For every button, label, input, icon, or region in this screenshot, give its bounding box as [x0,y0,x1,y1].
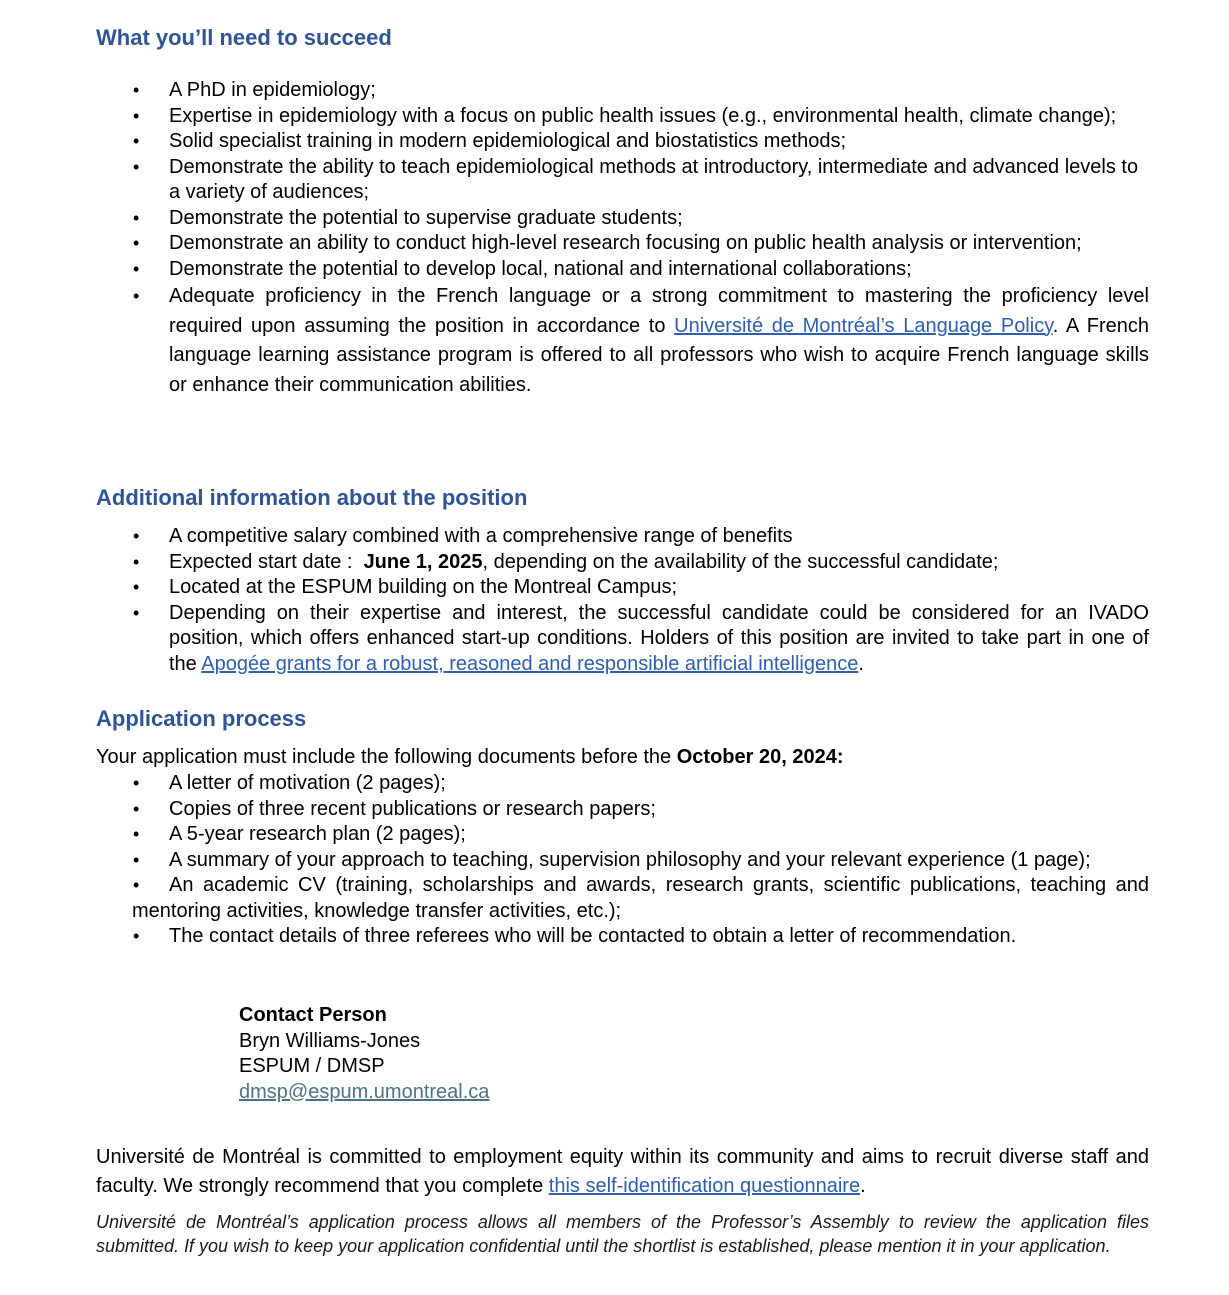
apogee-grants-link[interactable]: Apogée grants for a robust, reasoned and responsible artificial intelligence [201,652,859,675]
bullet-icon: • [133,824,140,844]
requirements-list [96,78,1149,400]
list-item-text: A PhD in epidemiology; [169,79,376,101]
start-date-value: June 1, 2025 [363,550,483,573]
list-item [96,822,1149,848]
list-item-text: Demonstrate an ability to conduct high-level research focusing on public health analysis or intervention; [169,232,1082,254]
bullet-icon: • [133,258,140,279]
list-item-text: Expertise in epidemiology with a focus on public health issues (e.g., environmental health, climate change); [169,104,1117,127]
list-item-text: An academic CV (training, scholarships and awards, research grants, scientific publications, teaching and mentoring activities, knowledge transfer activities, etc.); [132,874,1149,922]
list-item-text: Demonstrate the ability to teach epidemiological methods at introductory, intermediate and advanced levels to a variety of audiences; [169,155,1139,203]
list-item [96,924,1149,950]
bullet-icon: • [133,233,140,253]
confidentiality-note: Université de Montréal’s application process allows all members of the Professor’s Assembly to review the application files submitted. If you wish to keep your application confidential until the shortlist is established, please mention it in your application. [96,1212,1149,1256]
bullet-icon: • [133,798,140,819]
bullet-icon: • [133,286,140,306]
contact-block [239,1003,489,1105]
bullet-icon: • [133,875,140,895]
application-intro-text: Your application must include the following documents before the [96,746,677,768]
contact-email-link[interactable]: dmsp@espum.umontreal.ca [239,1080,490,1103]
list-item [96,231,1149,257]
bullet-icon: • [133,577,140,597]
list-item-text: Adequate proficiency in the French language or a strong commitment to mastering the proficiency level required upon assuming the position in accordance to [169,285,1149,337]
list-item [96,129,1149,155]
language-policy-link[interactable]: Université de Montréal’s Language Policy [674,314,1053,337]
list-item-text: , depending on the availability of the successful candidate; [482,550,999,573]
bullet-icon: • [133,551,140,572]
bullet-icon: • [133,526,140,546]
list-item-text: . A French language learning assistance program is offered to all professors who wish to acquire French language skills or enhance their communication abilities. [169,314,1149,396]
list-item [96,155,1149,206]
list-item [96,78,1149,104]
bullet-icon: • [133,80,140,100]
list-item-text: . [858,652,864,675]
list-item-text: A 5-year research plan (2 pages); [169,823,466,845]
list-item-text: Copies of three recent publications or research papers; [169,797,656,820]
list-item [96,104,1149,130]
list-item-text: Located at the ESPUM building on the Montreal Campus; [169,576,678,598]
list-item-text: Demonstrate the potential to develop local, national and international collaborations; [169,257,912,280]
bullet-icon: • [133,131,140,151]
bullet-icon: • [133,926,140,946]
list-item-text: The contact details of three referees who will be contacted to obtain a letter of recommendation. [169,925,1017,947]
contact-title: Contact Person [239,1004,387,1026]
bullet-icon: • [133,156,140,177]
application-intro [96,745,843,770]
bullet-icon: • [133,849,140,870]
contact-name: Bryn Williams-Jones [239,1029,421,1052]
application-documents-list [96,771,1149,950]
equity-text: . [860,1174,866,1197]
section-title-requirements: What you’ll need to succeed [96,25,392,50]
list-item-text: Demonstrate the potential to supervise graduate students; [169,206,683,229]
list-item [96,257,1149,283]
self-identification-questionnaire-link[interactable]: this self-identification questionnaire [548,1174,861,1197]
section-title-application-process: Application process [96,706,307,731]
list-item [96,771,1149,797]
list-item-text: A letter of motivation (2 pages); [169,772,446,794]
list-item-text: A summary of your approach to teaching, supervision philosophy and your relevant experience (1 page); [169,848,1091,871]
list-item-text: Solid specialist training in modern epidemiological and biostatistics methods; [169,130,847,152]
bullet-icon: • [133,602,140,623]
list-item [96,575,1149,601]
list-item [96,873,1149,924]
list-item-start-date [96,550,1149,576]
bullet-icon: • [133,773,140,793]
equity-text: Université de Montréal is committed to employment equity within its community and aims to recruit diverse staff and faculty. We strongly recommend that you complete [96,1146,1149,1197]
list-item-text: A competitive salary combined with a comprehensive range of benefits [169,525,793,547]
list-item-language-policy [96,282,1149,400]
section-title-additional-info: Additional information about the position [96,485,528,510]
additional-info-list [96,524,1149,677]
list-item-ivado [96,601,1149,678]
list-item [96,848,1149,874]
list-item [96,206,1149,232]
bullet-icon: • [133,105,140,126]
list-item [96,524,1149,550]
contact-unit: ESPUM / DMSP [239,1055,385,1077]
list-item [96,797,1149,823]
equity-statement [96,1143,1149,1200]
list-item-text: Expected start date : [169,550,364,573]
bullet-icon: • [133,207,140,228]
application-deadline: October 20, 2024: [676,746,844,768]
list-item-text: Depending on their expertise and interest, the successful candidate could be considered for an IVADO position, which offers enhanced start-up conditions. Holders of this position are invited to take part in one of the [169,601,1149,675]
